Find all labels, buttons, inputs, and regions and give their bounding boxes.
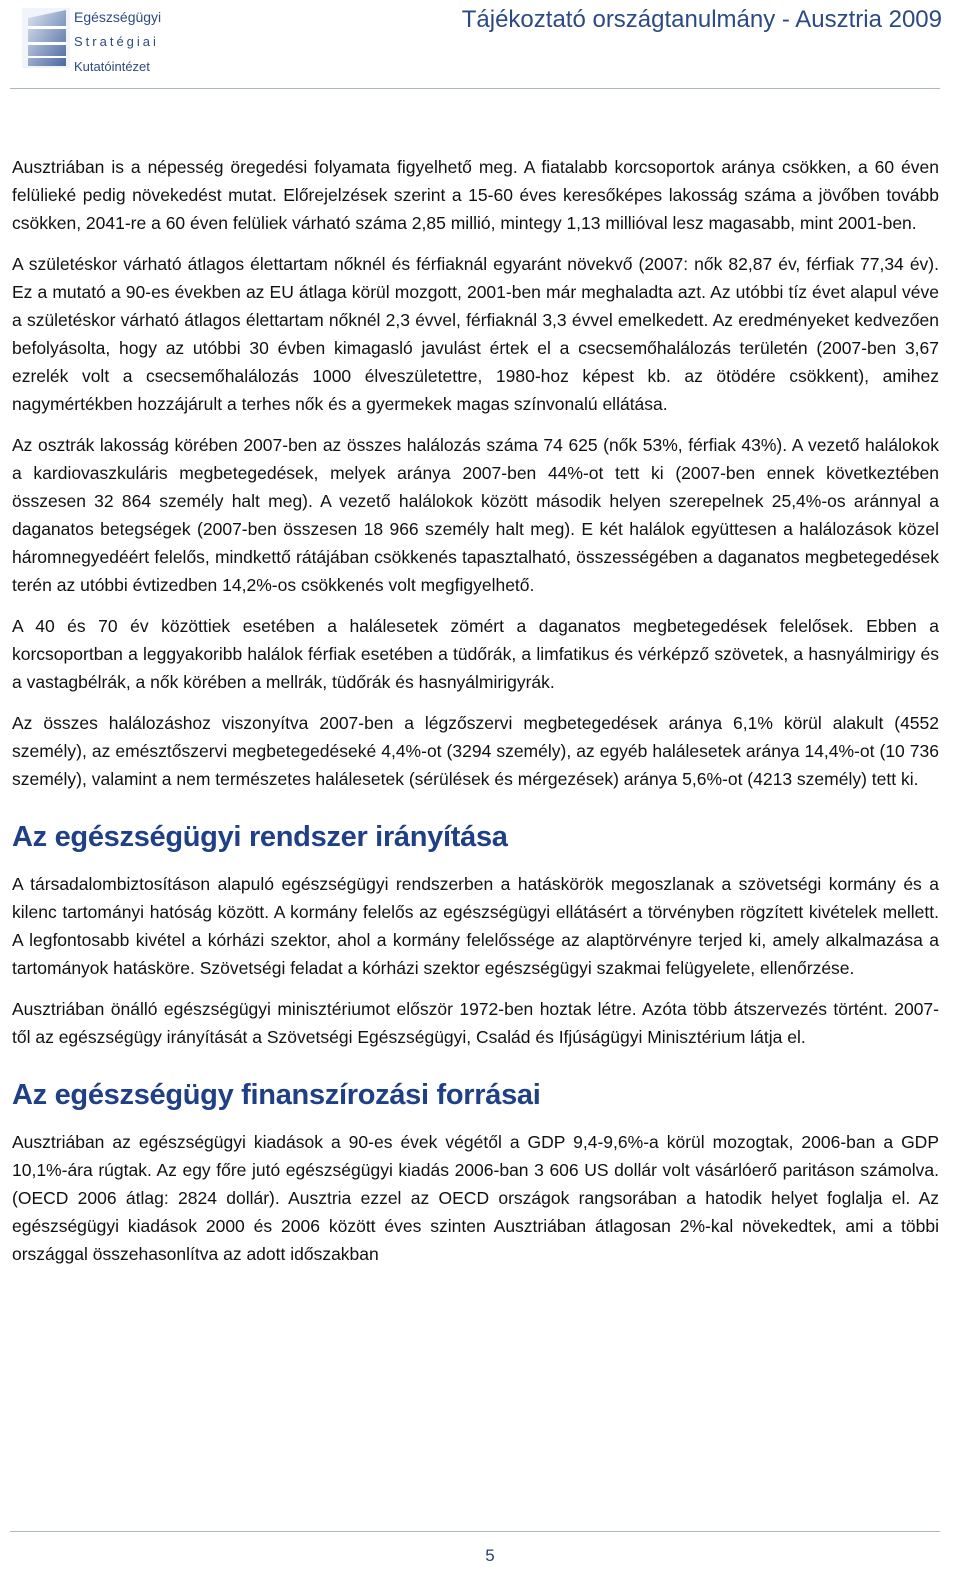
paragraph-age-40-70: A 40 és 70 év közöttiek esetében a halálesetek zömért a daganatos megbetegedések felelősek. Ebben a korcsoportban a leggyakoribb halálok férfiak esetében a tüdőrák, a limfatikus és vérképző szövetek, a hasnyálmirigy és a vastagbélrák, a nők körében a mellrák, tüdőrák és hasnyálmirigyrák. [12, 616, 939, 692]
paragraph-mortality: Az osztrák lakosság körében 2007-ben az összes halálozás száma 74 625 (nők 53%, férfiak 43%). A vezető halálokok a kardiovaszkuláris megbetegedések, melyek aránya 2007-ben 44%-ot tett ki (2007-ben ennek következtében összesen 32 864 személy halt meg). A vezető halálokok között második helyen szerepelnek 25,4%-os aránnyal a daganatos betegségek (2007-ben összesen 18 966 személy halt meg). E két halálok együttesen a halálozások közel háromnegyedéért felelős, mindkettő rátájában csökkenés tapasztalható, összességében a daganatos megbetegedések terén az utóbbi évtizedben 14,2%-os csökkenés volt megfigyelhető. [12, 435, 939, 595]
paragraph-life-expectancy: A születéskor várható átlagos élettartam nőknél és férfiaknál egyaránt növekvő (2007: nők 82,87 év, férfiak 77,34 év). Ez a mutató a 90-es években az EU átlaga körül mozgott, 2001-ben már meghaladta azt. Az utóbbi tíz évet alapul véve a születéskor várható átlagos élettartam nőknél 2,3 évvel, férfiaknál 3,3 évvel emelkedett. Az eredményeket kedvezően befolyásolta, hogy az utóbbi 30 évben kimagasló javulást értek el a csecsemőhalálozás területén (2007-ben 3,67 ezrelék volt a csecsemőhalálozás 1000 élveszületettre, 1980-hoz képest kb. az ötödére csökkent), amihez nagymértékben hozzájárult a terhes nők és a gyermekek magas színvonalú ellátása. [12, 254, 939, 414]
logo-mark-icon [20, 4, 72, 72]
paragraph-expenditure: Ausztriában az egészségügyi kiadások a 90-es évek végétől a GDP 9,4-9,6%-a körül mozogtak, 2006-ban a GDP 10,1%-ára rúgtak. Az egy főre jutó egészségügyi kiadás 2006-ban 3 606 US dollár volt vásárlóerő paritáson számolva. (OECD 2006 átlag: 2824 dollár). Ausztria ezzel az OECD országok rangsorában a hatodik helyet foglalja el. Az egészségügyi kiadások 2000 és 2006 között éves szinten Ausztriában átlagosan 2%-kal növekedtek, ami a többi országgal összehasonlítva az adott időszakban [12, 1132, 939, 1264]
header-divider [10, 88, 940, 89]
logo-line-3: Kutatóintézet [74, 59, 150, 74]
paragraph-competences: A társadalombiztosításon alapuló egészségügyi rendszerben a hatáskörök megoszlanak a szövetségi kormány és a kilenc tartományi hatóság között. A kormány felelős az egészségügyi ellátásért a törvényben rögzített kivételek mellett. A legfontosabb kivétel a kórházi szektor, ahol a kormány felelőssége az alaptörvényre terjed ki, amely alkalmazása a tartományok hatásköre. Szövetségi feladat a kórházi szektor egészségügyi szakmai felügyelete, ellenőrzése. [12, 874, 939, 978]
paragraph-ministry: Ausztriában önálló egészségügyi minisztériumot először 1972-ben hoztak létre. Azóta több átszervezés történt. 2007-től az egészségügy irányítását a Szövetségi Egészségügyi, Család és Ifjúságügyi Minisztérium látja el. [12, 999, 939, 1047]
section-heading-governance: Az egészségügyi rendszer irányítása [12, 821, 508, 853]
paragraph-other-causes: Az összes halálozáshoz viszonyítva 2007-ben a légzőszervi megbetegedések aránya 6,1% körül alakult (4552 személy), az emésztőszervi megbetegedéseké 4,4%-ot (3294 személy), az egyéb halálesetek aránya 14,4%-ot (10 736 személy), valamint a nem természetes halálesetek (sérülések és mérgezések) aránya 5,6%-ot (4213 személy) tett ki. [12, 713, 939, 789]
logo-line-2: Stratégiai [74, 34, 159, 49]
document-title: Tájékoztató országtanulmány - Ausztria 2009 [461, 6, 942, 33]
logo-line-1: Egészségügyi [74, 9, 162, 25]
footer-divider [10, 1531, 940, 1532]
institute-logo [10, 4, 160, 74]
paragraph-population-ageing: Ausztriában is a népesség öregedési folyamata figyelhető meg. A fiatalabb korcsoportok aránya csökken, a 60 éven felülieké pedig növekedést mutat. Előrejelzések szerint a 15-60 éves keresőképes lakosság száma a jövőben tovább csökken, 2041-re a 60 éven felüliek várható száma 2,85 millió, mintegy 1,13 millióval lesz magasabb, mint 2001-ben. [12, 157, 939, 233]
section-heading-financing: Az egészségügy finanszírozási forrásai [12, 1079, 541, 1111]
page-number: 5 [485, 1546, 495, 1565]
document-body [12, 153, 939, 1281]
page-header [0, 0, 960, 92]
